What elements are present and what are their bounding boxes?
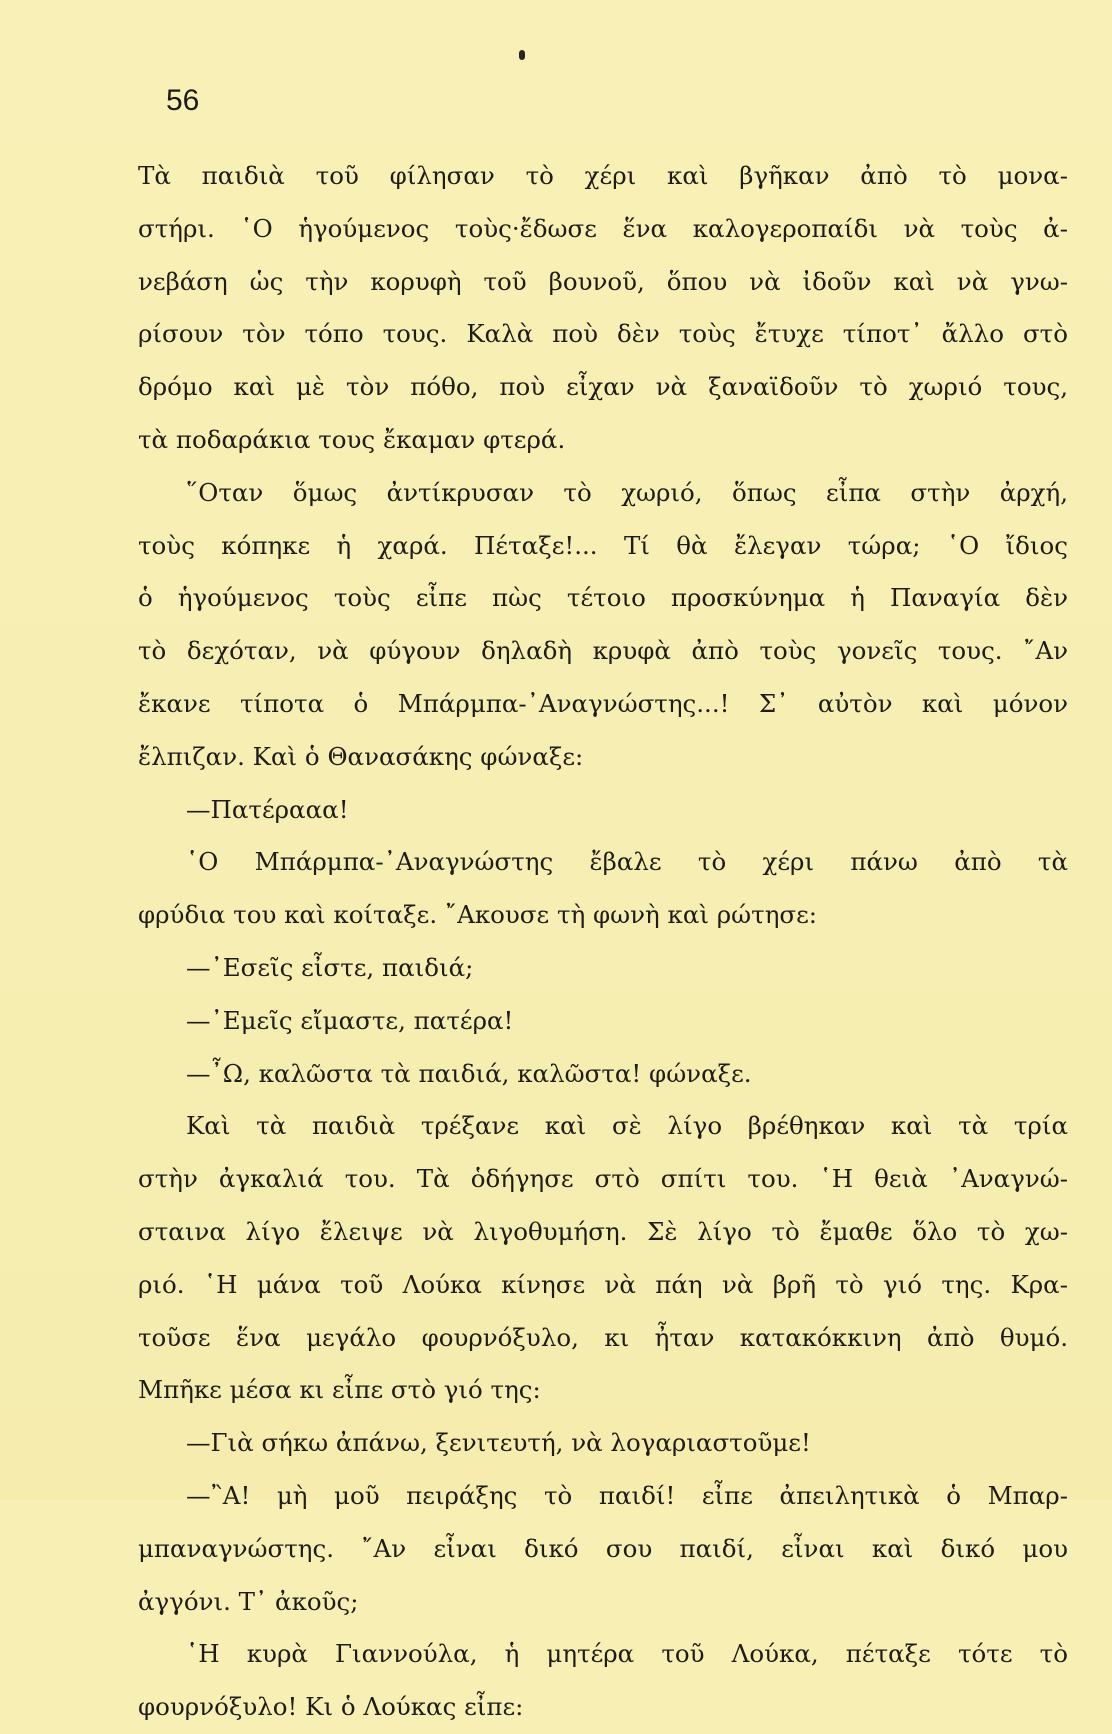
- text-line: ῾Η κυρὰ Γιαννούλα, ἡ μητέρα τοῦ Λούκα, πέταξε τότε τὸ: [186, 1639, 1068, 1669]
- page-number: 56: [166, 84, 200, 117]
- text-line: ὁ ἡγούμενος τοὺς εἶπε πὼς τέτοιο προσκύνημα ἡ Παναγία δὲν: [138, 583, 1068, 613]
- dialogue-line: —᾿Εμεῖς εἴμαστε, πατέρα!: [186, 1005, 514, 1035]
- text-line: ἔλπιζαν. Καὶ ὁ Θανασάκης φώναξε:: [138, 741, 584, 771]
- text-line: νεβάση ὡς τὴν κορυφὴ τοῦ βουνοῦ, ὅπου νὰ ἰδοῦν καὶ νὰ γνω-: [138, 266, 1068, 296]
- text-line: φρύδια του καὶ κοίταξε. ῎Ακουσε τὴ φωνὴ καὶ ρώτησε:: [138, 900, 818, 930]
- dialogue-line: —῏Ω, καλῶστα τὰ παιδιά, καλῶστα! φώναξε.: [186, 1058, 752, 1088]
- text-line: ῾Ο Μπάρμπα-᾿Αναγνώστης ἔβαλε τὸ χέρι πάνω ἀπὸ τὰ: [186, 847, 1068, 877]
- text-line: ἀγγόνι. Τ᾿ ἀκοῦς;: [138, 1586, 359, 1616]
- text-line: ρίσουν τὸν τόπο τους. Καλὰ ποὺ δὲν τοὺς ἔτυχε τίποτ᾿ ἄλλο στὸ: [138, 319, 1068, 349]
- text-line: φουρνόξυλο! Κι ὁ Λούκας εἶπε:: [138, 1692, 524, 1722]
- text-line: δρόμο καὶ μὲ τὸν πόθο, ποὺ εἶχαν νὰ ξαναϊδοῦν τὸ χωριό τους,: [138, 372, 1068, 402]
- text-line: ἔκανε τίποτα ὁ Μπάρμπα-᾿Αναγνώστης...! Σ᾿ αὐτὸν καὶ μόνον: [138, 688, 1068, 718]
- text-line: στήρι. ῾Ο ἡγούμενος τοὺς·ἔδωσε ἕνα καλογεροπαίδι νὰ τοὺς ἀ-: [138, 213, 1068, 243]
- text-line: τοῦσε ἕνα μεγάλο φουρνόξυλο, κι ἦταν κατακόκκινη ἀπὸ θυμό.: [138, 1322, 1068, 1352]
- dialogue-line: —Γιὰ σήκω ἀπάνω, ξενιτευτή, νὰ λογαριαστοῦμε!: [186, 1428, 811, 1458]
- text-line: μπαναγνώστης. ῎Αν εἶναι δικό σου παιδί, εἶναι καὶ δικό μου: [138, 1533, 1068, 1563]
- text-line: ριό. ῾Η μάνα τοῦ Λούκα κίνησε νὰ πάη νὰ βρῆ τὸ γιό της. Κρα-: [138, 1269, 1068, 1299]
- text-line: Μπῆκε μέσα κι εἶπε στὸ γιό της:: [138, 1375, 541, 1405]
- text-line: σταινα λίγο ἔλειψε νὰ λιγοθυμήση. Σὲ λίγο τὸ ἔμαθε ὅλο τὸ χω-: [138, 1216, 1068, 1246]
- ink-mark: [519, 50, 525, 60]
- dialogue-line: —῍Α! μὴ μοῦ πειράξης τὸ παιδί! εἶπε ἀπειλητικὰ ὁ Μπαρ-: [186, 1480, 1068, 1510]
- text-line: τὰ ποδαράκια τους ἔκαμαν φτερά.: [138, 424, 566, 454]
- text-line: στὴν ἀγκαλιά του. Τὰ ὁδήγησε στὸ σπίτι του. ῾Η θειὰ ᾿Αναγνώ-: [138, 1164, 1068, 1194]
- text-line: τὸ δεχόταν, νὰ φύγουν δηλαδὴ κρυφὰ ἀπὸ τοὺς γονεῖς τους. ῎Αν: [138, 636, 1068, 666]
- text-line: ῞Οταν ὅμως ἀντίκρυσαν τὸ χωριό, ὅπως εἶπα στὴν ἀρχή,: [186, 477, 1068, 507]
- text-line: Καὶ τὰ παιδιὰ τρέξανε καὶ σὲ λίγο βρέθηκαν καὶ τὰ τρία: [186, 1111, 1068, 1141]
- body-text: [138, 150, 1068, 1734]
- dialogue-line: —᾿Εσεῖς εἶστε, παιδιά;: [186, 952, 474, 982]
- text-line: τοὺς κόπηκε ἡ χαρά. Πέταξε!... Τί θὰ ἔλεγαν τώρα; ῾Ο ἴδιος: [138, 530, 1068, 560]
- text-line: Τὰ παιδιὰ τοῦ φίλησαν τὸ χέρι καὶ βγῆκαν ἀπὸ τὸ μονα-: [138, 161, 1068, 190]
- dialogue-line: —Πατέρααα!: [186, 794, 349, 824]
